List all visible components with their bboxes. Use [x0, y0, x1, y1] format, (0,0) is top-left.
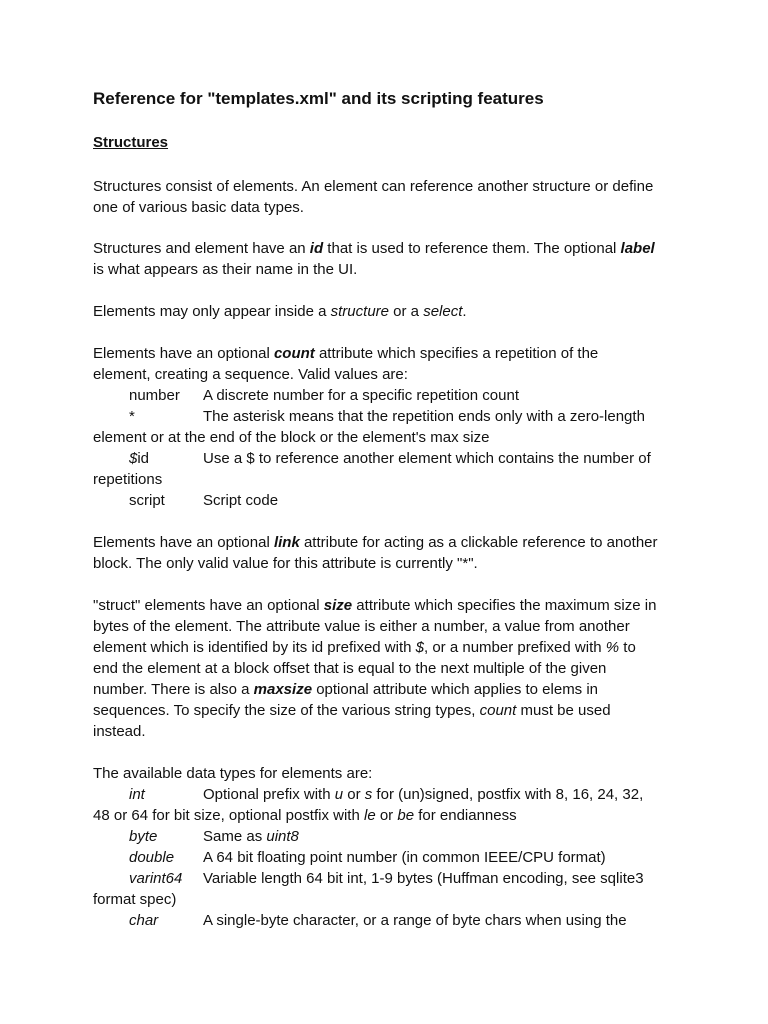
paragraph-elements-location: Elements may only appear inside a structure or a select.	[93, 303, 467, 320]
paragraph-count: Elements have an optional count attribute which specifies a repetition of the element, creating a sequence. Valid values are: number A discrete number for a specific repetition count * The asterisk means that the repetition ends only with a zero-length element or at the end of the block or the element's max size $id Use a $ to reference another element which contains the number of repetitions script Script code	[93, 343, 693, 511]
paragraph-size: "struct" elements have an optional size attribute which specifies the maximum size in bytes of the element. The attribute value is either a number, a value from another element which is identified by its id prefixed with $, or a number prefixed with % to end the element at a block offset that is equal to the next multiple of the given number. There is also a maxsize optional attribute which applies to elems in sequences. To specify the size of the various string types, count must be used instead.	[93, 597, 657, 740]
paragraph-link: Elements have an optional link attribute for acting as a clickable reference to another block. The only valid value for this attribute is currently "*".	[93, 534, 658, 572]
paragraph-id-label: Structures and element have an id that is used to reference them. The optional label is what appears as their name in the UI.	[93, 240, 655, 278]
paragraph-structures: Structures consist of elements. An element can reference another structure or define one of various basic data types.	[93, 178, 654, 216]
definition-row: script Script code	[129, 492, 279, 509]
definition-row: number A discrete number for a specific repetition count	[129, 387, 519, 404]
definition-row: varint64 Variable length 64 bit int, 1-9 bytes (Huffman encoding, see sqlite3	[129, 870, 644, 887]
definition-row: * The asterisk means that the repetition ends only with a zero-length	[129, 408, 645, 425]
paragraph-data-types: The available data types for elements are: int Optional prefix with u or s for (un)signed, postfix with 8, 16, 24, 32, 48 or 64 for bit size, optional postfix with le or be for endianness byte Same as uint8 double A 64 bit floating point number (in common IEEE/CPU format) varint64 Variable length 64 bit int, 1-9 bytes (Huffman encoding, see sqlite3 format spec) char A single-byte character, or a range of byte chars when using the	[93, 763, 693, 931]
definition-row: $id Use a $ to reference another element which contains the number of	[129, 450, 651, 467]
definition-row: byte Same as uint8	[129, 828, 299, 845]
definition-row: double A 64 bit floating point number (in common IEEE/CPU format)	[129, 849, 606, 866]
page-title: Reference for "templates.xml" and its scripting features	[93, 89, 544, 108]
definition-row: int Optional prefix with u or s for (un)signed, postfix with 8, 16, 24, 32,	[129, 786, 644, 803]
definition-row: char A single-byte character, or a range of byte chars when using the	[129, 912, 627, 929]
section-heading: Structures	[93, 134, 169, 151]
